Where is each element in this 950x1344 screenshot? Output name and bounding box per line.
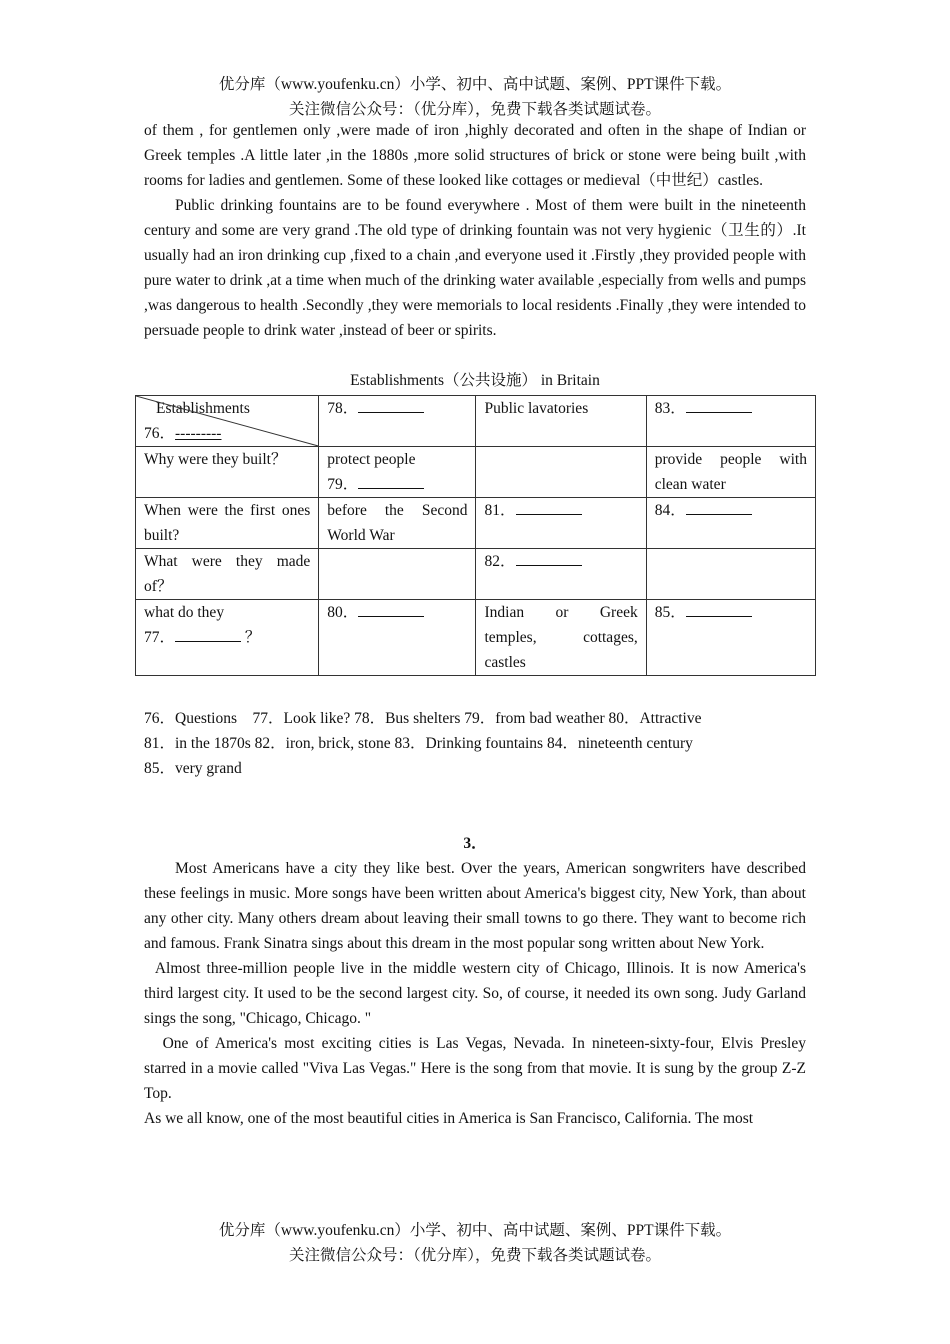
blank-85-line	[686, 602, 752, 617]
blank-79-number: 79．	[327, 476, 359, 493]
blank-77-number: 77．	[144, 629, 176, 646]
blank-81-line	[516, 500, 582, 515]
corner-top-label: Establishments	[156, 400, 250, 417]
answer-line-1: 76．Questions 77．Look like? 78．Bus shelters 79．from bad weather 80．Attractive	[144, 710, 702, 727]
passage-paragraph-1: of them , for gentlemen only ,were made of iron ,highly decorated and often in the shape of Indian or Greek temples .A little later ,in the 1880s ,more solid structures of brick or stone were being built ,with rooms for ladies and gentlemen. Some of these looked like cottages or medieval（中世纪）castles.	[144, 122, 806, 189]
header-col4	[646, 396, 815, 447]
section3-paragraph-3: One of America's most exciting cities is Las Vegas, Nevada. In nineteen-sixty-four, Elvis Presley starred in a movie called "Viva Las Vegas." Here is the song from that movie. It is sung by the group Z-Z Top.	[144, 1035, 806, 1102]
blank-82-line	[516, 551, 582, 566]
blank-80-line	[358, 602, 424, 617]
answer-line-2: 81．in the 1870s 82．iron, brick, stone 83．Drinking fountains 84．nineteenth century	[144, 735, 693, 752]
blank-83-number: 83．	[654, 400, 686, 417]
table-row-look-like	[136, 600, 816, 676]
row-made-of-col2	[319, 549, 476, 600]
row-when-col2: before the Second World War	[319, 498, 476, 549]
row-when-label: When were the first ones built?	[136, 498, 319, 549]
header-line-1: 优分库（www.youfenku.cn）小学、初中、高中试题、案例、PPT课件下载。	[218, 76, 732, 93]
page-content	[144, 118, 806, 1131]
row-look-like-text: what do they	[144, 604, 225, 621]
row-why-col4: provide people with clean water	[646, 447, 815, 498]
row-look-like-qmark: ？	[244, 629, 261, 646]
header-col2	[319, 396, 476, 447]
corner-cell	[136, 396, 319, 447]
footer-line-1: 优分库（www.youfenku.cn）小学、初中、高中试题、案例、PPT课件下载。	[218, 1222, 732, 1239]
section-number: 3．	[463, 835, 487, 852]
establishments-table	[135, 395, 816, 676]
blank-84-line	[686, 500, 752, 515]
blank-81-number: 81．	[484, 502, 516, 519]
blank-82-number: 82．	[484, 553, 516, 570]
row-look-like-col2	[319, 600, 476, 676]
table-row-made-of	[136, 549, 816, 600]
row-why-col2-text: protect people	[327, 451, 416, 468]
row-look-like-label	[136, 600, 319, 676]
header-col3: Public lavatories	[476, 396, 646, 447]
blank-76-number: 76．	[144, 425, 176, 442]
table-row-why	[136, 447, 816, 498]
section3-paragraph-4: As we all know, one of the most beautiful cities in America is San Francisco, California. The most	[144, 1110, 754, 1127]
table-caption: Establishments（公共设施） in Britain	[350, 372, 600, 389]
row-look-like-col3: Indian or Greek temples, cottages, castles	[476, 600, 646, 676]
blank-84-number: 84．	[654, 502, 686, 519]
blank-76-dash: ---------	[175, 425, 222, 442]
table-row-when	[136, 498, 816, 549]
blank-85-number: 85．	[654, 604, 686, 621]
section3-paragraph-1: Most Americans have a city they like best. Over the years, American songwriters have described these feelings in music. More songs have been written about America's biggest city, New York, than about any other city. Many others dream about leaving their small towns to go there. They want to become rich and famous. Frank Sinatra sings about this dream in the most popular song written about New York.	[144, 860, 806, 952]
table-header-row	[136, 396, 816, 447]
passage-paragraph-2: Public drinking fountains are to be found everywhere . Most of them were built in the nineteenth century and some are very grand .The old type of drinking fountain was not very hygienic（卫生的）.It usually had an iron drinking cup ,fixed to a chain ,and everyone used it .Firstly ,they provided people with pure water to drink ,at a time when much of the drinking water available ,especially from wells and pumps ,was dangerous to health .Secondly ,they were memorials to local residents .Finally ,they were intended to persuade people to drink water ,instead of beer or spirits.	[144, 197, 806, 339]
blank-78-number: 78．	[327, 400, 359, 417]
row-when-col3	[476, 498, 646, 549]
section3-paragraph-2: Almost three-million people live in the middle western city of Chicago, Illinois. It is now America's third largest city. It used to be the second largest city. So, of course, it needed its own song. Judy Garland sings the song, "Chicago, Chicago. "	[144, 960, 806, 1027]
answer-key	[144, 706, 806, 781]
row-when-col4	[646, 498, 815, 549]
blank-83-line	[686, 398, 752, 413]
blank-80-number: 80．	[327, 604, 359, 621]
row-made-of-col3	[476, 549, 646, 600]
diagonal-line	[136, 396, 318, 446]
row-why-col3	[476, 447, 646, 498]
blank-77-line	[175, 627, 241, 642]
row-why-label: Why were they built？	[136, 447, 319, 498]
header-line-2: 关注微信公众号：（优分库），免费下载各类试题试卷。	[288, 101, 661, 118]
row-made-of-col4	[646, 549, 815, 600]
answer-line-3: 85．very grand	[144, 760, 242, 777]
footer-line-2: 关注微信公众号：（优分库），免费下载各类试题试卷。	[288, 1247, 661, 1264]
blank-78-line	[358, 398, 424, 413]
row-made-of-label: What were they made of？	[136, 549, 319, 600]
page-footer	[0, 1218, 950, 1268]
page-header	[0, 72, 950, 122]
row-look-like-col4	[646, 600, 815, 676]
blank-79-line	[358, 474, 424, 489]
row-why-col2	[319, 447, 476, 498]
